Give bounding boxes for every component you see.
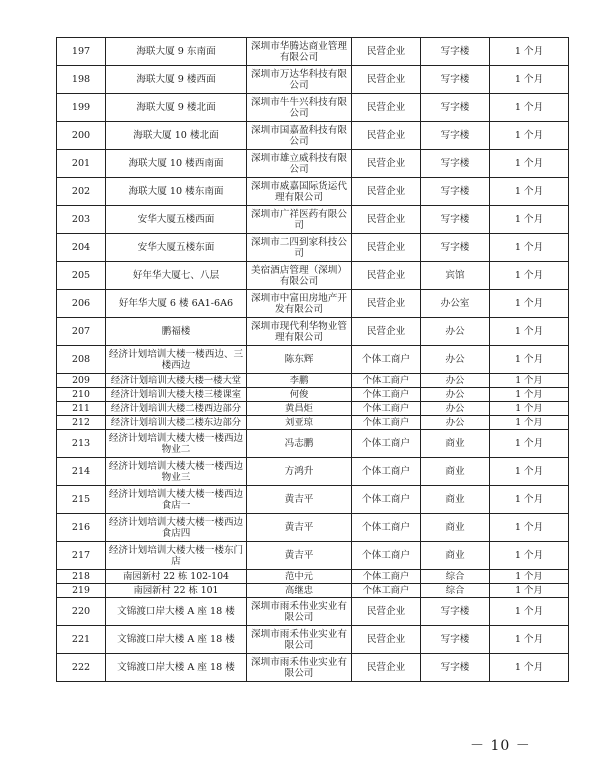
lease-term-cell: 1 个月 [490, 234, 569, 262]
row-number-cell: 218 [57, 570, 106, 584]
page-number: － 10 － [470, 738, 531, 754]
lease-term-cell: 1 个月 [490, 150, 569, 178]
lease-term-cell: 1 个月 [490, 598, 569, 626]
lease-term-cell: 1 个月 [490, 262, 569, 290]
lease-term-cell: 1 个月 [490, 430, 569, 458]
usage-cell: 办公 [421, 346, 490, 374]
enterprise-type-cell: 个体工商户 [352, 486, 421, 514]
usage-cell: 商业 [421, 486, 490, 514]
usage-cell: 写字楼 [421, 150, 490, 178]
enterprise-type-cell: 个体工商户 [352, 570, 421, 584]
enterprise-type-cell: 民营企业 [352, 598, 421, 626]
location-cell: 南园新村 22 栋 102-104 [106, 570, 247, 584]
enterprise-type-cell: 民营企业 [352, 38, 421, 66]
location-cell: 海联大厦 10 楼西南面 [106, 150, 247, 178]
tenant-cell: 深圳市万达华科技有限公司 [247, 66, 352, 94]
tenant-cell: 深圳市现代利华物业管理有限公司 [247, 318, 352, 346]
table-row [57, 542, 569, 570]
lease-term-cell: 1 个月 [490, 402, 569, 416]
lease-term-cell: 1 个月 [490, 178, 569, 206]
usage-cell: 写字楼 [421, 122, 490, 150]
location-cell: 海联大厦 9 楼西面 [106, 66, 247, 94]
location-cell: 文锦渡口岸大楼 A 座 18 楼 [106, 654, 247, 682]
table-row [57, 374, 569, 388]
location-cell: 经济计划培训大楼大楼一楼西边食店四 [106, 514, 247, 542]
lease-term-cell: 1 个月 [490, 122, 569, 150]
row-number-cell: 217 [57, 542, 106, 570]
lease-term-cell: 1 个月 [490, 514, 569, 542]
location-cell: 好年华大厦 6 楼 6A1-6A6 [106, 290, 247, 318]
usage-cell: 写字楼 [421, 38, 490, 66]
tenant-cell: 黄吉平 [247, 514, 352, 542]
location-cell: 好年华大厦七、八层 [106, 262, 247, 290]
usage-cell: 办公室 [421, 290, 490, 318]
row-number-cell: 209 [57, 374, 106, 388]
row-number-cell: 216 [57, 514, 106, 542]
enterprise-type-cell: 民营企业 [352, 262, 421, 290]
tenant-cell: 深圳市雄立威科技有限公司 [247, 150, 352, 178]
enterprise-type-cell: 民营企业 [352, 290, 421, 318]
location-cell: 经济计划培训大楼大楼三楼课室 [106, 388, 247, 402]
lease-term-cell: 1 个月 [490, 290, 569, 318]
tenant-cell: 深圳市威嘉国际货运代理有限公司 [247, 178, 352, 206]
row-number-cell: 205 [57, 262, 106, 290]
row-number-cell: 221 [57, 626, 106, 654]
row-number-cell: 219 [57, 584, 106, 598]
table-row [57, 416, 569, 430]
lease-term-cell: 1 个月 [490, 458, 569, 486]
table-row [57, 94, 569, 122]
tenant-cell: 美宿酒店管理（深圳）有限公司 [247, 262, 352, 290]
enterprise-type-cell: 个体工商户 [352, 458, 421, 486]
usage-cell: 商业 [421, 514, 490, 542]
location-cell: 经济计划培训大楼二楼西边部分 [106, 402, 247, 416]
location-cell: 安华大厦五楼东面 [106, 234, 247, 262]
lease-term-cell: 1 个月 [490, 318, 569, 346]
tenant-cell: 黄吉平 [247, 486, 352, 514]
usage-cell: 写字楼 [421, 206, 490, 234]
enterprise-type-cell: 民营企业 [352, 206, 421, 234]
location-cell: 安华大厦五楼西面 [106, 206, 247, 234]
usage-cell: 商业 [421, 458, 490, 486]
table-row [57, 584, 569, 598]
usage-cell: 商业 [421, 542, 490, 570]
enterprise-type-cell: 民营企业 [352, 626, 421, 654]
row-number-cell: 197 [57, 38, 106, 66]
location-cell: 海联大厦 10 楼东南面 [106, 178, 247, 206]
usage-cell: 办公 [421, 318, 490, 346]
usage-cell: 写字楼 [421, 654, 490, 682]
location-cell: 海联大厦 10 楼北面 [106, 122, 247, 150]
row-number-cell: 214 [57, 458, 106, 486]
enterprise-type-cell: 民营企业 [352, 150, 421, 178]
usage-cell: 宾馆 [421, 262, 490, 290]
row-number-cell: 220 [57, 598, 106, 626]
tenant-cell: 深圳市华腾达商业管理有限公司 [247, 38, 352, 66]
tenant-cell: 何俊 [247, 388, 352, 402]
usage-cell: 办公 [421, 416, 490, 430]
table-row [57, 402, 569, 416]
lease-term-cell: 1 个月 [490, 570, 569, 584]
table-row [57, 122, 569, 150]
enterprise-type-cell: 个体工商户 [352, 542, 421, 570]
enterprise-type-cell: 个体工商户 [352, 514, 421, 542]
row-number-cell: 210 [57, 388, 106, 402]
enterprise-type-cell: 民营企业 [352, 94, 421, 122]
usage-cell: 写字楼 [421, 94, 490, 122]
enterprise-type-cell: 个体工商户 [352, 402, 421, 416]
usage-cell: 商业 [421, 430, 490, 458]
table-row [57, 598, 569, 626]
table-row [57, 66, 569, 94]
tenant-cell: 深圳市国嘉盈科技有限公司 [247, 122, 352, 150]
usage-cell: 办公 [421, 402, 490, 416]
usage-cell: 写字楼 [421, 178, 490, 206]
tenant-cell: 李鹏 [247, 374, 352, 388]
lease-term-cell: 1 个月 [490, 584, 569, 598]
lease-term-cell: 1 个月 [490, 542, 569, 570]
row-number-cell: 213 [57, 430, 106, 458]
tenant-cell: 刘亚琼 [247, 416, 352, 430]
tenant-cell: 深圳市雨禾伟业实业有限公司 [247, 654, 352, 682]
table-row [57, 150, 569, 178]
location-cell: 文锦渡口岸大楼 A 座 18 楼 [106, 626, 247, 654]
table-row [57, 206, 569, 234]
location-cell: 经济计划培训大楼一楼西边、三楼西边 [106, 346, 247, 374]
lease-term-cell: 1 个月 [490, 388, 569, 402]
row-number-cell: 206 [57, 290, 106, 318]
lease-term-cell: 1 个月 [490, 94, 569, 122]
location-cell: 海联大厦 9 东南面 [106, 38, 247, 66]
enterprise-type-cell: 个体工商户 [352, 346, 421, 374]
location-cell: 经济计划培训大楼大楼一楼大堂 [106, 374, 247, 388]
row-number-cell: 198 [57, 66, 106, 94]
row-number-cell: 212 [57, 416, 106, 430]
tenant-cell: 高继忠 [247, 584, 352, 598]
table-row [57, 626, 569, 654]
enterprise-type-cell: 个体工商户 [352, 374, 421, 388]
table-row [57, 262, 569, 290]
usage-cell: 办公 [421, 374, 490, 388]
table-row [57, 38, 569, 66]
table-row [57, 388, 569, 402]
lease-term-cell: 1 个月 [490, 38, 569, 66]
location-cell: 经济计划培训大楼大楼一楼西边物业三 [106, 458, 247, 486]
enterprise-type-cell: 民营企业 [352, 66, 421, 94]
tenant-cell: 陈东辉 [247, 346, 352, 374]
table-row [57, 290, 569, 318]
tenant-cell: 黄吉平 [247, 542, 352, 570]
table-row [57, 654, 569, 682]
row-number-cell: 211 [57, 402, 106, 416]
tenant-cell: 深圳市牛牛兴科技有限公司 [247, 94, 352, 122]
tenant-cell: 深圳市广祥医药有限公司 [247, 206, 352, 234]
location-cell: 南园新村 22 栋 101 [106, 584, 247, 598]
row-number-cell: 202 [57, 178, 106, 206]
table-row [57, 346, 569, 374]
tenant-cell: 方鸿升 [247, 458, 352, 486]
enterprise-type-cell: 民营企业 [352, 122, 421, 150]
enterprise-type-cell: 民营企业 [352, 318, 421, 346]
lease-term-cell: 1 个月 [490, 66, 569, 94]
row-number-cell: 222 [57, 654, 106, 682]
usage-cell: 综合 [421, 570, 490, 584]
table-row [57, 234, 569, 262]
lease-term-cell: 1 个月 [490, 346, 569, 374]
tenant-cell: 范中元 [247, 570, 352, 584]
location-cell: 经济计划培训大楼二楼东边部分 [106, 416, 247, 430]
enterprise-type-cell: 个体工商户 [352, 430, 421, 458]
row-number-cell: 208 [57, 346, 106, 374]
enterprise-type-cell: 个体工商户 [352, 584, 421, 598]
row-number-cell: 204 [57, 234, 106, 262]
tenant-cell: 深圳市二四到家科技公司 [247, 234, 352, 262]
lease-term-cell: 1 个月 [490, 654, 569, 682]
usage-cell: 写字楼 [421, 66, 490, 94]
tenant-cell: 深圳市雨禾伟业实业有限公司 [247, 598, 352, 626]
location-cell: 海联大厦 9 楼北面 [106, 94, 247, 122]
row-number-cell: 200 [57, 122, 106, 150]
lease-table-body [57, 38, 569, 682]
table-row [57, 486, 569, 514]
tenant-cell: 黄昌炬 [247, 402, 352, 416]
row-number-cell: 203 [57, 206, 106, 234]
usage-cell: 综合 [421, 584, 490, 598]
usage-cell: 办公 [421, 388, 490, 402]
location-cell: 文锦渡口岸大楼 A 座 18 楼 [106, 598, 247, 626]
table-row [57, 430, 569, 458]
location-cell: 鹏福楼 [106, 318, 247, 346]
lease-term-cell: 1 个月 [490, 206, 569, 234]
table-row [57, 178, 569, 206]
tenant-cell: 冯志鹏 [247, 430, 352, 458]
enterprise-type-cell: 民营企业 [352, 178, 421, 206]
enterprise-type-cell: 民营企业 [352, 234, 421, 262]
usage-cell: 写字楼 [421, 626, 490, 654]
table-row [57, 318, 569, 346]
enterprise-type-cell: 个体工商户 [352, 416, 421, 430]
lease-table [56, 37, 569, 682]
enterprise-type-cell: 民营企业 [352, 654, 421, 682]
tenant-cell: 深圳市中富田房地产开发有限公司 [247, 290, 352, 318]
enterprise-type-cell: 个体工商户 [352, 388, 421, 402]
usage-cell: 写字楼 [421, 234, 490, 262]
row-number-cell: 199 [57, 94, 106, 122]
row-number-cell: 207 [57, 318, 106, 346]
lease-term-cell: 1 个月 [490, 416, 569, 430]
lease-term-cell: 1 个月 [490, 626, 569, 654]
table-row [57, 458, 569, 486]
table-row [57, 514, 569, 542]
location-cell: 经济计划培训大楼大楼一楼东门店 [106, 542, 247, 570]
lease-term-cell: 1 个月 [490, 374, 569, 388]
lease-term-cell: 1 个月 [490, 486, 569, 514]
tenant-cell: 深圳市雨禾伟业实业有限公司 [247, 626, 352, 654]
location-cell: 经济计划培训大楼大楼一楼西边物业二 [106, 430, 247, 458]
row-number-cell: 215 [57, 486, 106, 514]
row-number-cell: 201 [57, 150, 106, 178]
table-row [57, 570, 569, 584]
location-cell: 经济计划培训大楼大楼一楼西边食店一 [106, 486, 247, 514]
usage-cell: 写字楼 [421, 598, 490, 626]
